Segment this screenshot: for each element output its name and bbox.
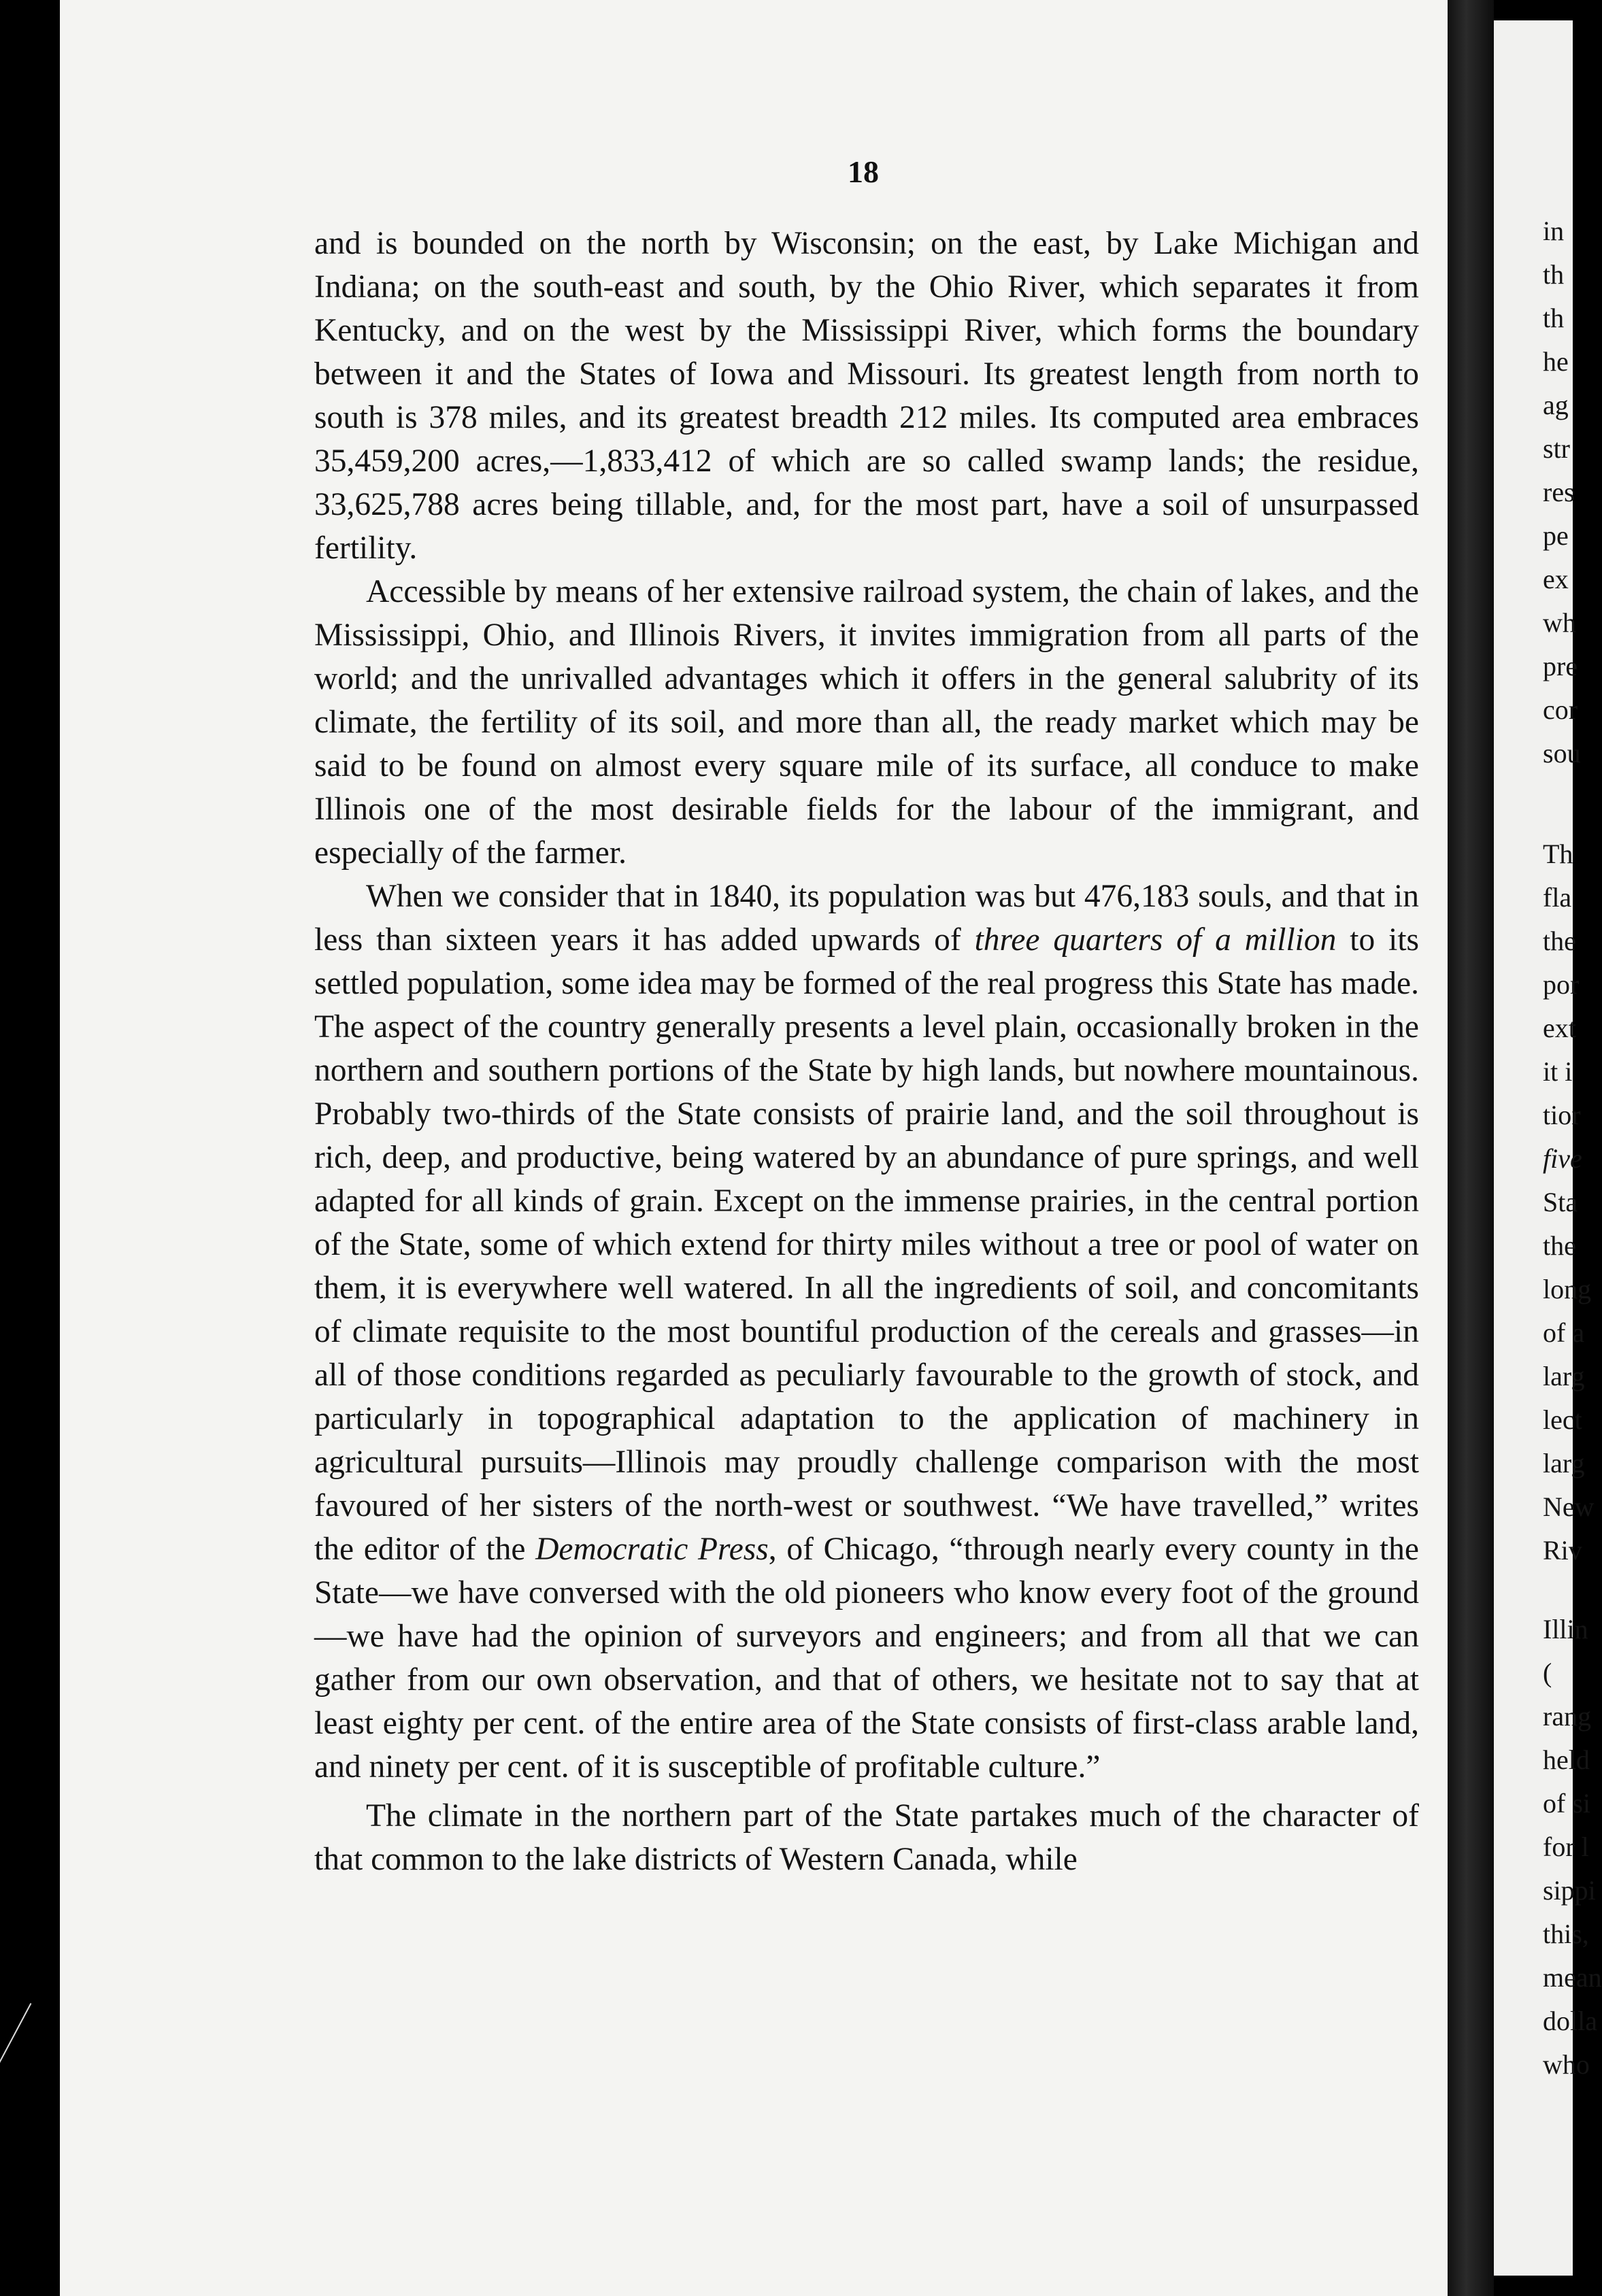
text-run: Accessible by means of her extensive railroad system, the chain of lakes, and the Mississippi, Ohio, and Illinois Rivers, it invites immigration from all parts of the world; and the unrivalled advantages which it offers in the general salubrity of its climate, the fertility of its soil, and more than all, the ready market which may be said to be found on almost every square mile of its surface, all conduce to make Illinois one of the most desirable fields for the labour of the immigrant, and especially of the farmer.	[314, 574, 1419, 871]
facing-page-fragment: of a	[1543, 1317, 1585, 1348]
facing-page-fragment: pre	[1543, 651, 1578, 681]
facing-page-fragment: five	[1543, 1143, 1582, 1174]
facing-page-fragment: dolla	[1543, 2006, 1597, 2036]
facing-page-fragment: tior	[1543, 1100, 1581, 1130]
facing-page-edge	[1494, 20, 1602, 2276]
facing-page-fragment: Illin	[1543, 1614, 1588, 1644]
facing-page-fragment: th	[1543, 259, 1565, 290]
facing-page-fragment: sou	[1543, 738, 1581, 769]
facing-page-fragment: ag	[1543, 390, 1569, 420]
facing-page-fragment: rang	[1543, 1701, 1592, 1732]
facing-page-fragment: who	[1543, 2049, 1590, 2080]
facing-page-fragment: larg	[1543, 1448, 1585, 1479]
text-run: and is bounded on the north by Wisconsin; on the east, by Lake Michigan and Indiana; on the south-east and south, by the Ohio River, which separates it from Kentucky, and on the west by the Mississippi River, which forms the boundary between it and the States of Iowa and Missouri. Its greatest length from north to south is 378 miles, and its greatest breadth 212 miles. Its computed area embraces 35,459,200 acres,—1,833,412 of which are so called swamp lands; the residue, 33,625,788 acres being tillable, and, for the most part, have a soil of unsurpassed fertility.	[314, 226, 1419, 566]
paragraph	[314, 1794, 1419, 1881]
page-body-text	[314, 222, 1419, 1881]
facing-page-fragment: por	[1543, 969, 1580, 1000]
facing-page-fragment: pe	[1543, 520, 1569, 551]
facing-page-fragment: ex	[1543, 564, 1569, 594]
facing-page-fragment: for l	[1543, 1831, 1589, 1862]
facing-page-fragment: Sta	[1543, 1187, 1578, 1217]
facing-page-fragment: (	[1543, 1657, 1552, 1688]
facing-page-fragment: Riv	[1543, 1535, 1582, 1566]
facing-page-fragment: Th	[1543, 839, 1573, 869]
text-run: , of Chicago, “through nearly every county in the State—we have conversed with the old pioneers who know every foot of the ground—we have had the opinion of surveyors and engineers; and from all that we can gather from our own observation, and that of others, we hesitate not to say that at least eighty per cent. of the entire area of the State consists of first-class arable land, and ninety per cent. of it is susceptible of profitable culture.”	[314, 1532, 1419, 1785]
page-number: 18	[848, 154, 879, 189]
facing-page-fragment: fla	[1543, 882, 1572, 913]
facing-page-fragment: mean	[1543, 1962, 1602, 1993]
text-run: The climate in the northern part of the State partakes much of the character of that common to the lake districts of Western Canada, while	[314, 1798, 1419, 1877]
italic-text: three quarters of a million	[974, 922, 1337, 958]
facing-page-fragment: larg	[1543, 1361, 1585, 1391]
facing-page-fragment: ext	[1543, 1013, 1576, 1043]
italic-text: Democratic Press	[535, 1532, 769, 1567]
facing-page-fragment: New	[1543, 1491, 1595, 1522]
facing-page-fragment: the	[1543, 926, 1576, 956]
text-run: When we consider that in 1840, its population was but 476,183 souls, and that in less than sixteen years it has added upwards of	[314, 879, 1419, 958]
facing-page-fragment: held	[1543, 1744, 1590, 1775]
book-spine-gutter	[1448, 0, 1494, 2296]
facing-page-fragment: cor	[1543, 694, 1578, 725]
facing-page-fragment: it i	[1543, 1056, 1573, 1087]
facing-page-fragment: sippi	[1543, 1875, 1596, 1906]
text-run: to its settled population, some idea may be formed of the real progress this State has made. The aspect of the country generally presents a level plain, occasionally broken in the northern and southern portions of the State by high lands, but nowhere mountainous. Probably two-thirds of the State consists of prairie land, and the soil throughout is rich, deep, and productive, being watered by an abundance of pure springs, and well adapted for all kinds of grain. Except on the immense prairies, in the central portion of the State, some of which extend for thirty miles without a tree or pool of water on them, it is everywhere well watered. In all the ingredients of soil, and concomitants of climate requisite to the most bountiful production of the cereals and grasses—in all of those conditions regarded as peculiarly favourable to the growth of stock, and particularly in topographical adaptation to the application of machinery in agricultural pursuits—Illinois may proudly challenge comparison with the most favoured of her sisters of the north-west or southwest. “We have travelled,” writes the editor of the	[314, 922, 1420, 1567]
facing-page-fragment: of si	[1543, 1788, 1590, 1819]
facing-page-fragment: the	[1543, 1230, 1576, 1261]
facing-page-fragment: long	[1543, 1274, 1592, 1304]
facing-page-fragment: in	[1543, 216, 1565, 246]
scan-scratch-mark	[0, 2003, 31, 2082]
facing-page-fragment: this,	[1543, 1919, 1589, 1949]
paragraph	[314, 570, 1419, 875]
facing-page-fragment: lect	[1543, 1404, 1582, 1435]
facing-page-fragment: res	[1543, 477, 1575, 507]
facing-page-fragment: th	[1543, 303, 1565, 333]
book-page	[60, 0, 1448, 2296]
facing-page-fragment: he	[1543, 346, 1569, 377]
paragraph	[314, 222, 1419, 570]
facing-page-fragment: wh	[1543, 607, 1576, 638]
facing-page-fragment: str	[1543, 433, 1570, 464]
paragraph	[314, 875, 1419, 1789]
